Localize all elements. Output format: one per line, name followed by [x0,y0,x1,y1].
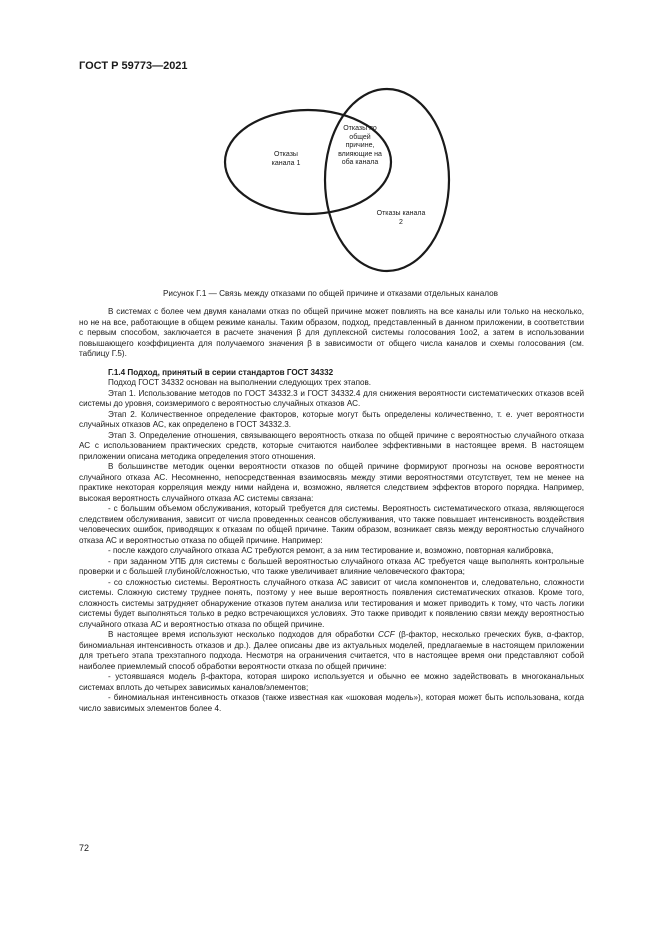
list-item: - устоявшаяся модель β-фактора, которая широко используется и обычно ее можно задействовать в многоканальных системах вплоть до четырех зависимых каналов/элементов; [79,672,584,692]
text-run: В настоящее время используют несколько подходов для обработки [108,630,378,639]
list-item: - при заданном УПБ для системы с большей вероятностью случайного отказа АС требуется чаще выполнять контрольные проверки и с большей глубиной/сложностью, что также увеличивает влияние человеческого фактора; [79,556,584,576]
figure-caption: Рисунок Г.1 — Связь между отказами по общей причине и отказами отдельных каналов [162,289,499,298]
list-item: - после каждого случайного отказа АС требуются ремонт, а за ним тестирование и, возможно, повторная калибровка, [108,546,554,555]
ccf-term: CCF [378,630,395,639]
text-run: (β-фактор, несколько греческих букв, α-фактор, биномиальная интенсивность отказов и др.). Далее описаны две из актуальных моделей, предлагаемые в настоящем приложении для третьего этапа трехэтапного подхода. Несмотря на ограничения считается, что в настоящее время они представляют собой наиболее приемлемый способ обработки вероятности отказа по общей причине: [79,630,584,671]
section-heading: Г.1.4 Подход, принятый в серии стандартов ГОСТ 34332 [108,367,334,377]
venn-diagram [0,80,661,275]
paragraph: В системах с более чем двумя каналами отказ по общей причине может повлиять на все каналы или только на несколько, но не на все, работающие в общем режиме каналы. Таким образом, подход, представленный в данном приложении, в соответствии с первым способом, заключается в расчете значения β для дуплексной системы голосования 1oo2, а затем в использовании повышающего коэффициента для получаемого значения β в зависимости от общего числа каналов и схемы голосования (см. таблицу Г.5). [79,307,584,358]
standard-header: ГОСТ Р 59773—2021 [79,60,188,72]
paragraph: Подход ГОСТ 34332 основан на выполнении следующих трех этапов. [108,378,372,387]
list-item: - биномиальная интенсивность отказов (также известная как «шоковая модель»), которая может быть использована, когда число зависимых элементов более 4. [79,693,584,713]
paragraph: В большинстве методик оценки вероятности отказов по общей причине формируют прогнозы на основе вероятности случайного отказа АС. Несомненно, непосредственная взаимосвязь между этими вероятностями отсутствует, тем не менее на практике некоторая корреляция между ними найдена и, возможно, является следствием эффектов второго порядка. Например, высокая вероятность случайного отказа АС системы связана: [79,462,584,503]
paragraph [79,630,584,672]
ccf-label: Отказы по общей причине, влияющие на оба канала [338,125,382,166]
list-item: - со сложностью системы. Вероятность случайного отказа АС зависит от числа компонентов и, следовательно, сложности системы. Сложную систему труднее понять, поэтому у нее выше вероятность появления систематических отказов. Кроме того, сложность системы затрудняет обнаружение отказов путем анализа или тестирования и может приводить к тому, что часть логики системы будет выполняться только в редко встречающихся условиях. Это также приводит к появлению связи между вероятностью случайного отказа АС и вероятностью отказа по общей причине. [79,577,584,629]
paragraph: Этап 3. Определение отношения, связывающего вероятность отказа по общей причине с вероятностью случайного отказа АС с использованием практических средств, которые считаются наиболее эффективными в настоящее время. В настоящем приложении описана методика определения этого отношения. [79,430,584,461]
channel2-label: Отказы канала 2 [376,210,426,226]
list-item: - с большим объемом обслуживания, который требуется для системы. Вероятность систематического отказа, являющегося следствием обслуживания, зависит от числа проведенных сеансов обслуживания, что также повышает интенсивность воздействия человеческих ошибок, приводящих к отказам по общей причине. Таким образом, возникает связь между вероятностью случайного отказа АС и вероятностью отказа по общей причине. Например: [79,504,584,545]
paragraph: Этап 1. Использование методов по ГОСТ 34332.3 и ГОСТ 34332.4 для снижения вероятности систематических отказов всей системы до уровня, соизмеримого с вероятностью случайных отказов АС. [79,388,584,408]
venn-figure [0,80,661,275]
body-text [79,307,584,714]
channel1-label: Отказы канала 1 [271,151,301,167]
page-number: 72 [79,843,90,853]
paragraph: Этап 2. Количественное определение факторов, которые могут быть определены количественно, т. е. учет вероятности случайных отказов АС, как определено в ГОСТ 34332.3. [79,409,584,429]
